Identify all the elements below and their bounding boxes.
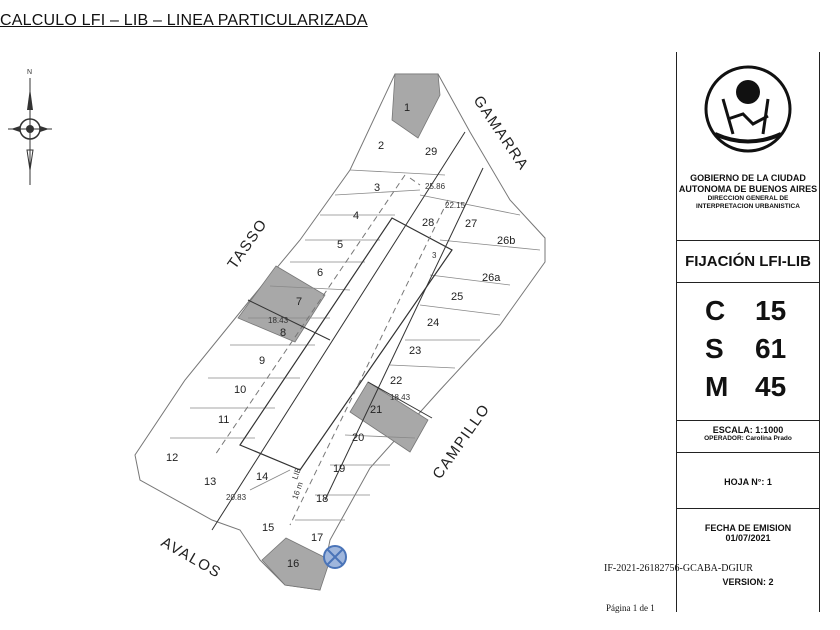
lot-label: 2 xyxy=(378,140,385,152)
lot-label: 26b xyxy=(497,235,516,247)
lot-lines xyxy=(170,170,540,520)
hoja: HOJA N°: 1 xyxy=(724,477,772,487)
operador: OPERADOR: Carolina Prado xyxy=(704,435,792,442)
shaded-lot-1 xyxy=(392,74,440,138)
fijacion-section xyxy=(677,240,819,283)
m-label: M xyxy=(705,371,729,402)
lot-label: 11 xyxy=(218,414,230,426)
s-value: 61 xyxy=(755,333,787,364)
c-label: C xyxy=(705,295,726,326)
lot-label: 14 xyxy=(256,471,269,483)
lot-label: 24 xyxy=(427,317,440,329)
lot-label: 18 xyxy=(316,493,329,505)
dimension-label: 16 m xyxy=(290,480,305,501)
gov-header-section xyxy=(677,52,819,240)
block-outline xyxy=(135,74,545,590)
compass-icon xyxy=(8,69,52,185)
lot-label: 19 xyxy=(333,463,346,475)
dimension-label: 25.86 xyxy=(425,182,446,191)
lot-label: 25 xyxy=(451,291,464,303)
city-seal-icon xyxy=(703,64,793,154)
s-label: S xyxy=(705,333,724,364)
page-number: Página 1 de 1 xyxy=(606,603,655,613)
compass-north-label: N xyxy=(27,69,33,76)
lot-label: 7 xyxy=(296,296,303,308)
escala: ESCALA: 1:1000 xyxy=(712,425,784,435)
fijacion-title: FIJACIÓN LFI-LIB xyxy=(685,253,811,270)
csm-section xyxy=(677,282,819,421)
lot-label: 13 xyxy=(204,476,217,488)
lot-label: 8 xyxy=(280,327,287,339)
document-id: IF-2021-26182756-GCABA-DGIUR xyxy=(604,563,753,574)
lot-label: 15 xyxy=(262,522,275,534)
gov-line-2: AUTONOMA DE BUENOS AIRES xyxy=(678,184,818,194)
escala-section xyxy=(677,420,819,453)
lot-label: 6 xyxy=(317,267,324,279)
lot-label: 23 xyxy=(409,345,422,357)
lot-label: 3 xyxy=(374,182,381,194)
lot-label: 17 xyxy=(311,532,324,544)
page-title: CALCULO LFI – LIB – LINEA PARTICULARIZADA xyxy=(0,12,368,29)
m-value: 45 xyxy=(755,371,787,402)
dimension-label: 20.83 xyxy=(226,493,247,502)
c-value: 15 xyxy=(755,295,787,326)
gov-line-1: GOBIERNO DE LA CIUDAD xyxy=(690,173,806,183)
street-avalos: AVALOS xyxy=(158,533,225,582)
lot-label: 4 xyxy=(353,210,360,222)
lot-label: 28 xyxy=(422,217,435,229)
lib-label: LIB xyxy=(290,466,303,481)
lot-label: 5 xyxy=(337,239,344,251)
lot-label: 9 xyxy=(259,355,266,367)
lot-label: 10 xyxy=(234,384,247,396)
dimension-label: 18.43 xyxy=(390,393,411,402)
title-block-panel xyxy=(676,52,820,612)
hoja-section xyxy=(677,452,819,509)
lot-label: 26a xyxy=(482,272,501,284)
lot-label: 16 xyxy=(287,558,300,570)
lot-label: 1 xyxy=(404,102,411,114)
dimension-label: 22.15 xyxy=(445,201,466,210)
street-gamarra: GAMARRA xyxy=(469,92,533,174)
dept-line-1: DIRECCION GENERAL DE xyxy=(707,195,789,202)
street-campillo: CAMPILLO xyxy=(429,400,494,483)
lot-label: 22 xyxy=(390,375,403,387)
location-marker-icon xyxy=(324,546,346,568)
dimension-label: 18.43 xyxy=(268,316,289,325)
fecha-section xyxy=(677,508,819,613)
fecha-value: 01/07/2021 xyxy=(725,533,771,543)
dept-line-2: INTERPRETACION URBANISTICA xyxy=(696,203,800,210)
lot-label: 20 xyxy=(352,432,365,444)
street-tasso: TASSO xyxy=(224,215,272,273)
dimension-label: 3 xyxy=(432,251,437,260)
version: VERSION: 2 xyxy=(722,577,774,587)
fecha-label: FECHA DE EMISION xyxy=(704,523,792,533)
lot-label: 29 xyxy=(425,146,438,158)
lot-label: 27 xyxy=(465,218,478,230)
lot-label: 21 xyxy=(370,404,383,416)
lot-label: 12 xyxy=(166,452,179,464)
